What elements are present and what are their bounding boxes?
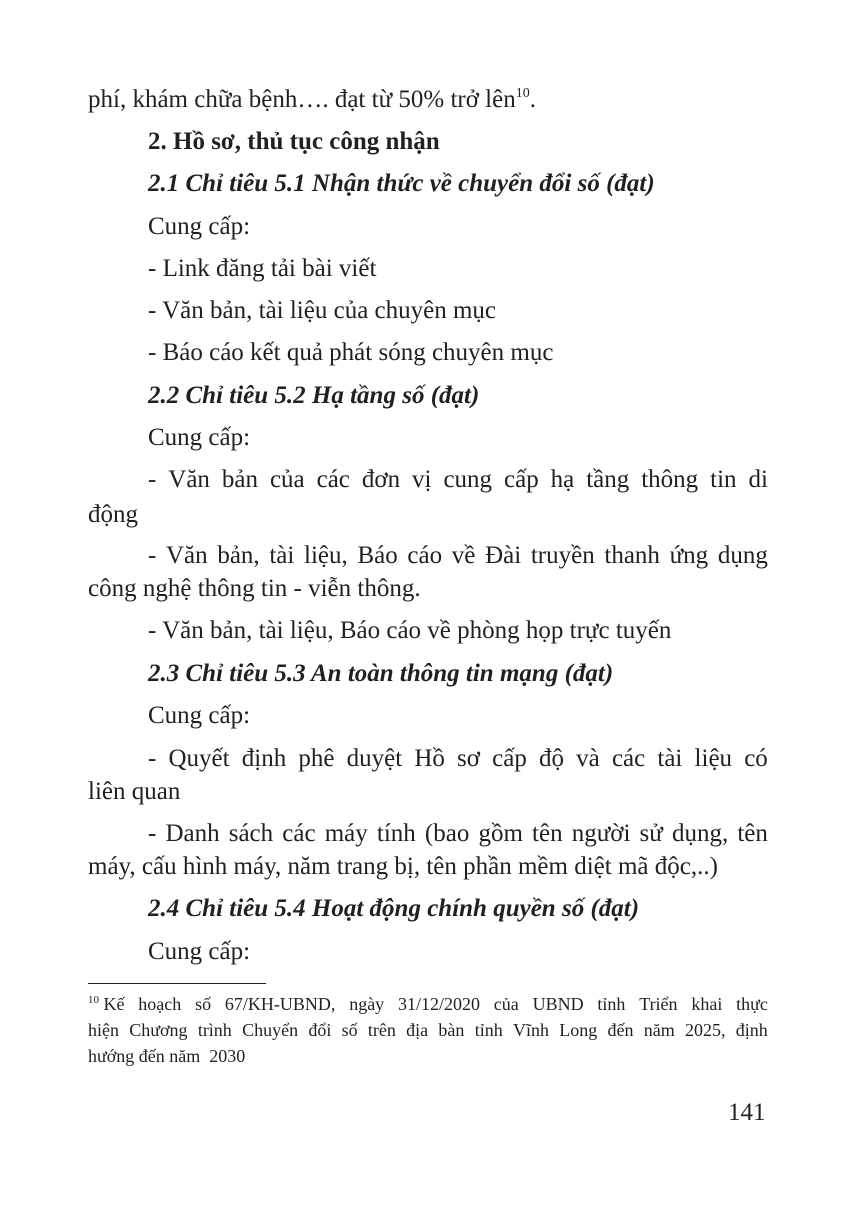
word: và <box>576 745 600 772</box>
word: tên <box>737 820 768 847</box>
word: Triển <box>639 994 678 1014</box>
word: năm <box>643 1020 675 1040</box>
list-item: - Link đăng tải bài viết <box>148 255 377 282</box>
word: của <box>269 466 305 493</box>
word: thanh <box>604 542 660 569</box>
list-item-continuation: động <box>88 501 138 528</box>
word: vị <box>412 466 432 493</box>
word: Long <box>559 1020 598 1040</box>
subsection-heading-2-4: 2.4 Chỉ tiêu 5.4 Hoạt động chính quyền số (đạt) <box>148 895 640 922</box>
word: bản <box>221 466 258 493</box>
subsection-heading-2-2: 2.2 Chỉ tiêu 5.2 Hạ tầng số (đạt) <box>148 382 480 409</box>
word: gồm <box>478 820 523 847</box>
word: khai <box>691 994 723 1014</box>
word: tỉnh <box>474 1020 503 1040</box>
list-item <box>148 465 768 495</box>
word: Văn <box>168 466 210 493</box>
word: tài <box>269 542 295 569</box>
word: phê <box>298 745 335 772</box>
word: số <box>341 1020 358 1040</box>
word: hiện <box>88 1020 119 1040</box>
word: tầng <box>586 466 630 493</box>
word: Chuyển <box>242 1020 299 1040</box>
list-item <box>148 819 768 849</box>
word: Danh <box>165 820 220 847</box>
list-item-continuation: công nghệ thông tin - viễn thông. <box>88 575 421 602</box>
subsection-heading-2-1: 2.1 Chỉ tiêu 5.1 Nhận thức về chuyển đổi số (đạt) <box>148 170 655 197</box>
footnote-separator <box>88 983 266 984</box>
word: đến <box>607 1020 634 1040</box>
subsection-intro: Cung cấp: <box>148 938 251 965</box>
word: - <box>148 542 157 569</box>
word: tên <box>532 820 563 847</box>
footnote-first-word <box>88 993 125 1015</box>
word: 31/12/2020 <box>397 994 480 1014</box>
word: người <box>571 820 631 847</box>
word: Quyết <box>168 745 230 772</box>
word: tin <box>710 466 737 493</box>
word: của <box>493 994 519 1014</box>
subsection-intro: Cung cấp: <box>148 424 251 451</box>
word: Văn <box>166 542 208 569</box>
word: sách <box>228 820 274 847</box>
word: dụng, <box>671 820 729 847</box>
footnote-line <box>88 1019 768 1041</box>
list-item <box>148 744 768 774</box>
word: tài <box>657 745 683 772</box>
word: định <box>241 745 287 772</box>
continuation-end: . <box>529 86 536 113</box>
word: thực <box>736 994 768 1014</box>
list-item-continuation: liên quan <box>88 778 181 805</box>
word: trên <box>367 1020 396 1040</box>
list-item: - Báo cáo kết quả phát sóng chuyên mục <box>148 339 554 366</box>
word: ứng <box>669 542 709 569</box>
section-heading: 2. Hồ sơ, thủ tục công nhận <box>148 128 440 155</box>
word: địa <box>406 1020 429 1040</box>
list-item-continuation: máy, cấu hình máy, năm trang bị, tên phần mềm diệt mã độc,..) <box>88 853 718 880</box>
subsection-intro: Cung cấp: <box>148 213 251 240</box>
word: bàn <box>438 1020 465 1040</box>
word: 2025, <box>685 1020 726 1040</box>
word: tỉnh <box>597 994 626 1014</box>
word: số <box>195 994 212 1014</box>
word: liệu <box>694 745 733 772</box>
subsection-heading-2-3: 2.3 Chỉ tiêu 5.3 An toàn thông tin mạng (đạt) <box>148 660 614 687</box>
word: Chương <box>129 1020 188 1040</box>
word: định <box>735 1020 768 1040</box>
word: có <box>744 745 768 772</box>
word: các <box>611 745 646 772</box>
continuation-text: phí, khám chữa bệnh…. đạt từ 50% trở lên <box>88 86 516 113</box>
word: - <box>148 466 157 493</box>
word: Vĩnh <box>512 1020 549 1040</box>
word: duyệt <box>346 745 403 772</box>
word: sử <box>639 820 663 847</box>
word: - <box>148 820 157 847</box>
word: Đài <box>485 542 522 569</box>
word: về <box>451 542 476 569</box>
word: tính <box>376 820 416 847</box>
footnote-reference: 10 <box>515 86 530 101</box>
word: truyền <box>530 542 595 569</box>
word: bản, <box>217 542 260 569</box>
word: Kế <box>103 994 125 1014</box>
word: độ <box>539 745 565 772</box>
list-item: - Văn bản, tài liệu, Báo cáo về phòng họp trực tuyến <box>148 617 672 644</box>
word: thông <box>641 466 699 493</box>
word: Hồ <box>414 745 445 772</box>
word: sơ <box>457 745 480 772</box>
word: hạ <box>550 466 575 493</box>
list-item: - Văn bản, tài liệu của chuyên mục <box>148 297 497 324</box>
word: (bao <box>424 820 470 847</box>
word: ngày <box>349 994 385 1014</box>
word: cấp <box>492 745 527 772</box>
word: dụng <box>717 542 768 569</box>
word: cung <box>443 466 493 493</box>
word: đổi <box>308 1020 332 1040</box>
word: Báo <box>357 542 398 569</box>
word: - <box>148 745 157 772</box>
footnote-number: 10 <box>88 994 99 1006</box>
footnote-line <box>88 993 768 1015</box>
word: trình <box>197 1020 232 1040</box>
subsection-intro: Cung cấp: <box>148 702 251 729</box>
word: di <box>748 466 768 493</box>
word: liệu, <box>304 542 348 569</box>
word: UBND <box>532 994 584 1014</box>
word: cáo <box>407 542 443 569</box>
word: hoạch <box>138 994 182 1014</box>
word: cấp <box>504 466 539 493</box>
footnote-line: hướng đến năm 2030 <box>88 1046 246 1066</box>
word: các <box>316 466 350 493</box>
continuation-line <box>88 85 536 115</box>
word: các <box>282 820 316 847</box>
word: đơn <box>361 466 401 493</box>
word: máy <box>324 820 368 847</box>
page-number: 141 <box>728 1099 766 1126</box>
list-item <box>148 541 768 571</box>
word: 67/KH-UBND, <box>224 994 336 1014</box>
